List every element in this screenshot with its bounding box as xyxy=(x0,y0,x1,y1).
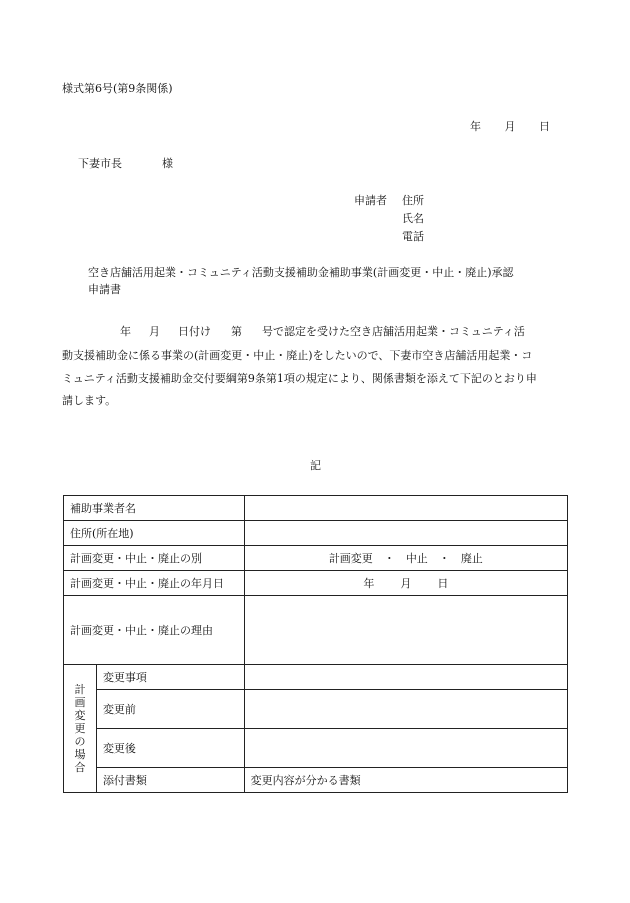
address-label: 住所(所在地) xyxy=(64,521,245,546)
type-label: 計画変更・中止・廃止の別 xyxy=(64,546,245,571)
before-value[interactable] xyxy=(244,690,567,729)
business-name-label: 補助事業者名 xyxy=(64,496,245,521)
detail-table xyxy=(63,495,568,793)
body-month: 月 xyxy=(149,325,160,338)
change-items-label: 変更事項 xyxy=(96,665,244,690)
date-year: 年 xyxy=(470,120,481,133)
attachments-value: 変更内容が分かる書類 xyxy=(244,768,567,793)
body-line-2: 動支援補助金に係る事業の(計画変更・中止・廃止)をしたいので、下妻市空き店舗活用起業・コ xyxy=(62,349,533,362)
option-suspension[interactable]: 中止 xyxy=(405,552,428,565)
table-row xyxy=(64,496,568,521)
form-number: 様式第6号(第9条関係) xyxy=(62,82,173,95)
body-day: 日付け xyxy=(178,325,211,338)
date-line xyxy=(470,121,550,132)
change-group-label: 計 画 変 更 の 場 合 xyxy=(64,665,97,793)
after-label: 変更後 xyxy=(96,729,244,768)
body-line-4: 請します。 xyxy=(62,394,117,407)
table-row xyxy=(64,546,568,571)
reason-label: 計画変更・中止・廃止の理由 xyxy=(64,596,245,665)
addressee-name: 下妻市長 xyxy=(78,157,122,170)
address-value[interactable] xyxy=(244,521,567,546)
date-value-month: 月 xyxy=(400,577,412,590)
addressee xyxy=(78,158,173,169)
date-value-year: 年 xyxy=(363,577,375,590)
date-value[interactable] xyxy=(244,571,567,596)
option-plan-change[interactable]: 計画変更 xyxy=(328,552,373,565)
body-year: 年 xyxy=(120,325,131,338)
addressee-honorific: 様 xyxy=(162,157,173,170)
body-line-3: ミュニティ活動支援補助金交付要綱第9条第1項の規定により、関係書類を添えて下記のとおり申 xyxy=(62,372,537,385)
table-row xyxy=(64,571,568,596)
before-label: 変更前 xyxy=(96,690,244,729)
body-number-prefix: 第 xyxy=(231,325,242,338)
table-row xyxy=(64,665,568,690)
date-label: 計画変更・中止・廃止の年月日 xyxy=(64,571,245,596)
ki-heading: 記 xyxy=(310,459,321,472)
option-separator: ・ xyxy=(383,552,395,565)
attachments-label: 添付書類 xyxy=(96,768,244,793)
change-items-value[interactable] xyxy=(244,665,567,690)
reason-value[interactable] xyxy=(244,596,567,665)
table-row xyxy=(64,690,568,729)
date-value-day: 日 xyxy=(437,577,449,590)
option-separator: ・ xyxy=(438,552,450,565)
date-month: 月 xyxy=(504,120,516,133)
table-row xyxy=(64,596,568,665)
body-line1-rest: 号で認定を受けた空き店舗活用起業・コミュニティ活 xyxy=(262,325,525,338)
business-name-value[interactable] xyxy=(244,496,567,521)
applicant-label: 申請者 xyxy=(354,194,387,207)
applicant-phone-label: 電話 xyxy=(402,230,424,243)
applicant-name-label: 氏名 xyxy=(402,212,424,225)
date-day: 日 xyxy=(539,120,550,133)
after-value[interactable] xyxy=(244,729,567,768)
option-abolition[interactable]: 廃止 xyxy=(460,552,483,565)
table-row xyxy=(64,768,568,793)
table-row xyxy=(64,521,568,546)
applicant-address-label: 住所 xyxy=(402,194,424,207)
table-row xyxy=(64,729,568,768)
document-title-line1: 空き店舗活用起業・コミュニティ活動支援補助金補助事業(計画変更・中止・廃止)承認 xyxy=(88,266,514,279)
type-options[interactable] xyxy=(244,546,567,571)
body-line-1 xyxy=(62,326,525,337)
document-title-line2: 申請書 xyxy=(88,283,121,296)
